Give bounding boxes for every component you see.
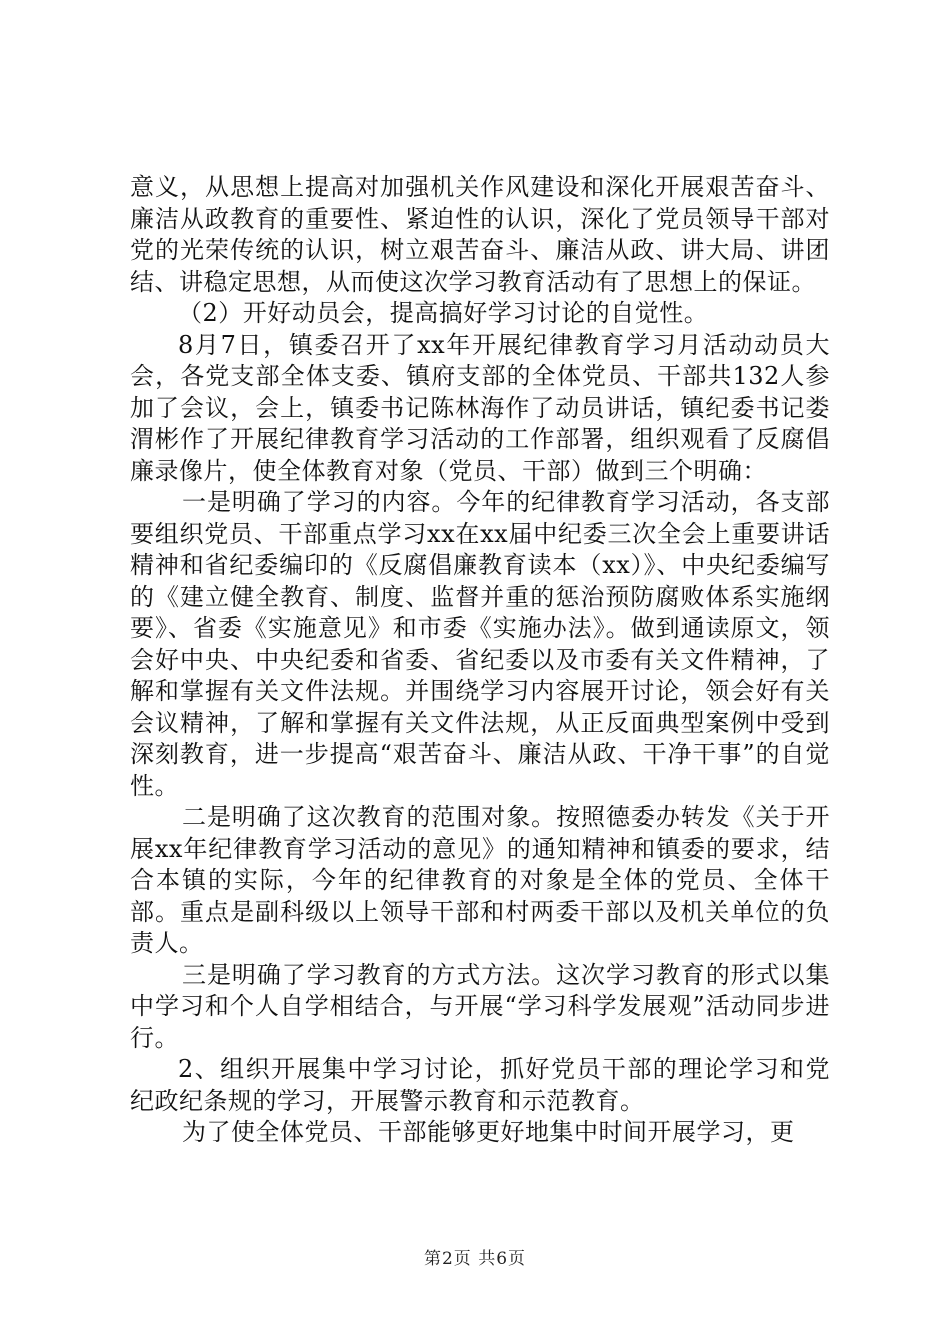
page-number-footer: 第2页 共6页 [423,1249,527,1269]
paragraph-final: 为了使全体党员、干部能够更好地集中时间开展学习，更 [182,1118,795,1146]
document-body [130,172,830,1149]
paragraph-continuation: 意义，从思想上提高对加强机关作风建设和深化开展艰苦奋斗、廉洁从政教育的重要性、紧迫性的认识，深化了党员领导干部对党的光荣传统的认识，树立艰苦奋斗、廉洁从政、讲大局、讲团结、讲稳定思想，从而使这次学习教育活动有了思想上的保证。 [130,173,830,296]
paragraph-section-heading: （2）开好动员会，提高搞好学习讨论的自觉性。 [178,299,709,327]
paragraph-mobilization-meeting: 8月7日，镇委召开了xx年开展纪律教育学习月活动动员大会，各党支部全体支委、镇府支部的全体党员、干部共132人参加了会议，会上，镇委书记陈林海作了动员讲话，镇纪委书记娄渭彬作了开展纪律教育学习活动的工作部署，组织观看了反腐倡廉录像片，使全体教育对象（党员、干部）做到三个明确： [130,330,830,485]
paragraph-education-scope: 二是明确了这次教育的范围对象。按照德委办转发《关于开展xx年纪律教育学习活动的意见》的通知精神和镇委的要求，结合本镇的实际，今年的纪律教育的对象是全体的党员、全体干部。重点是副科级以上领导干部和村两委干部以及机关单位的负责人。 [130,803,830,957]
paragraph-learning-content: 一是明确了学习的内容。今年的纪律教育学习活动，各支部要组织党员、干部重点学习xx在xx届中纪委三次全会上重要讲话精神和省纪委编印的《反腐倡廉教育读本（xx）》、中央纪委编写的《建立健全教育、制度、监督并重的惩治预防腐败体系实施纲要》、省委《实施意见》和市委《实施办法》。做到通读原文，领会好中央、中央纪委和省委、省纪委以及市委有关文件精神，了解和掌握有关文件法规。并围绕学习内容展开讨论，领会好有关会议精神，了解和掌握有关文件法规，从正反面典型案例中受到深刻教育，进一步提高“艰苦奋斗、廉洁从政、干净干事”的自觉性。 [130,488,830,800]
paragraph-education-methods: 三是明确了学习教育的方式方法。这次学习教育的形式以集中学习和个人自学相结合，与开展“学习科学发展观”活动同步进行。 [130,960,830,1052]
paragraph-item-2: 2、组织开展集中学习讨论，抓好党员干部的理论学习和党纪政纪条规的学习，开展警示教育和示范教育。 [130,1055,830,1115]
